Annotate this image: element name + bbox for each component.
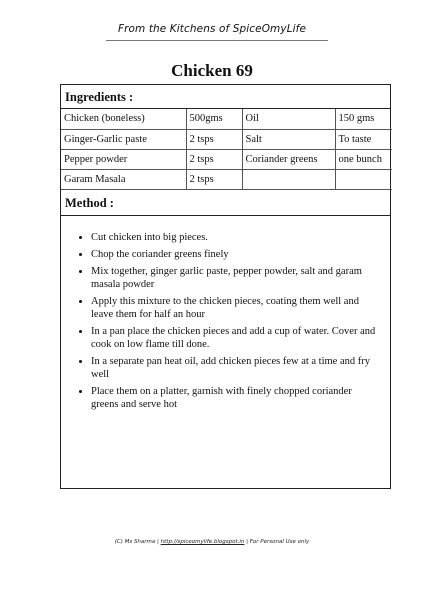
ingredients-heading: Ingredients : — [61, 85, 390, 109]
ingredient-quantity: To taste — [335, 129, 392, 149]
table-row — [61, 129, 392, 149]
ingredient-name: Ginger-Garlic paste — [61, 129, 186, 149]
ingredient-quantity: 150 gms — [335, 109, 392, 129]
list-item: • Place them on a platter, garnish with finely chopped coriander greens and serve hot — [91, 385, 376, 411]
ingredient-quantity: 2 tsps — [186, 169, 242, 189]
page-header-tagline: From the Kitchens of SpiceOmyLife — [117, 23, 307, 35]
ingredient-quantity — [335, 169, 392, 189]
copyright-footer — [0, 539, 424, 545]
recipe-card — [60, 84, 391, 489]
ingredient-name: Coriander greens — [242, 149, 335, 169]
list-item: • In a pan place the chicken pieces and add a cup of water. Cover and cook on low flame till done. — [91, 325, 376, 351]
ingredient-name: Chicken (boneless) — [61, 109, 186, 129]
table-row — [61, 169, 392, 189]
ingredients-table — [61, 109, 392, 190]
ingredient-name: Salt — [242, 129, 335, 149]
header-divider — [106, 40, 328, 41]
recipe-title: Chicken 69 — [171, 61, 253, 80]
list-item: • Apply this mixture to the chicken pieces, coating them well and leave them for half an hour — [91, 295, 376, 321]
ingredient-quantity: one bunch — [335, 149, 392, 169]
list-item: • Mix together, ginger garlic paste, pepper powder, salt and garam masala powder — [91, 265, 376, 291]
list-item: • Chop the coriander greens finely — [91, 248, 376, 261]
footer-copyright: (C) Ms Sharma | — [114, 539, 161, 545]
list-item: • Cut chicken into big pieces. — [91, 231, 376, 244]
ingredient-name: Garam Masala — [61, 169, 186, 189]
ingredient-quantity: 500gms — [186, 109, 242, 129]
ingredient-quantity: 2 tsps — [186, 149, 242, 169]
list-item: • In a separate pan heat oil, add chicken pieces few at a time and fry well — [91, 355, 376, 381]
method-heading: Method : — [61, 190, 390, 216]
ingredient-quantity: 2 tsps — [186, 129, 242, 149]
ingredient-name — [242, 169, 335, 189]
method-steps-list — [61, 216, 390, 411]
table-row — [61, 149, 392, 169]
footer-blog-link[interactable]: http://spiceomylife.blogspot.in — [160, 539, 245, 545]
ingredient-name: Pepper powder — [61, 149, 186, 169]
table-row — [61, 109, 392, 129]
footer-usage-note: | For Personal Use only — [244, 539, 310, 545]
ingredient-name: Oil — [242, 109, 335, 129]
